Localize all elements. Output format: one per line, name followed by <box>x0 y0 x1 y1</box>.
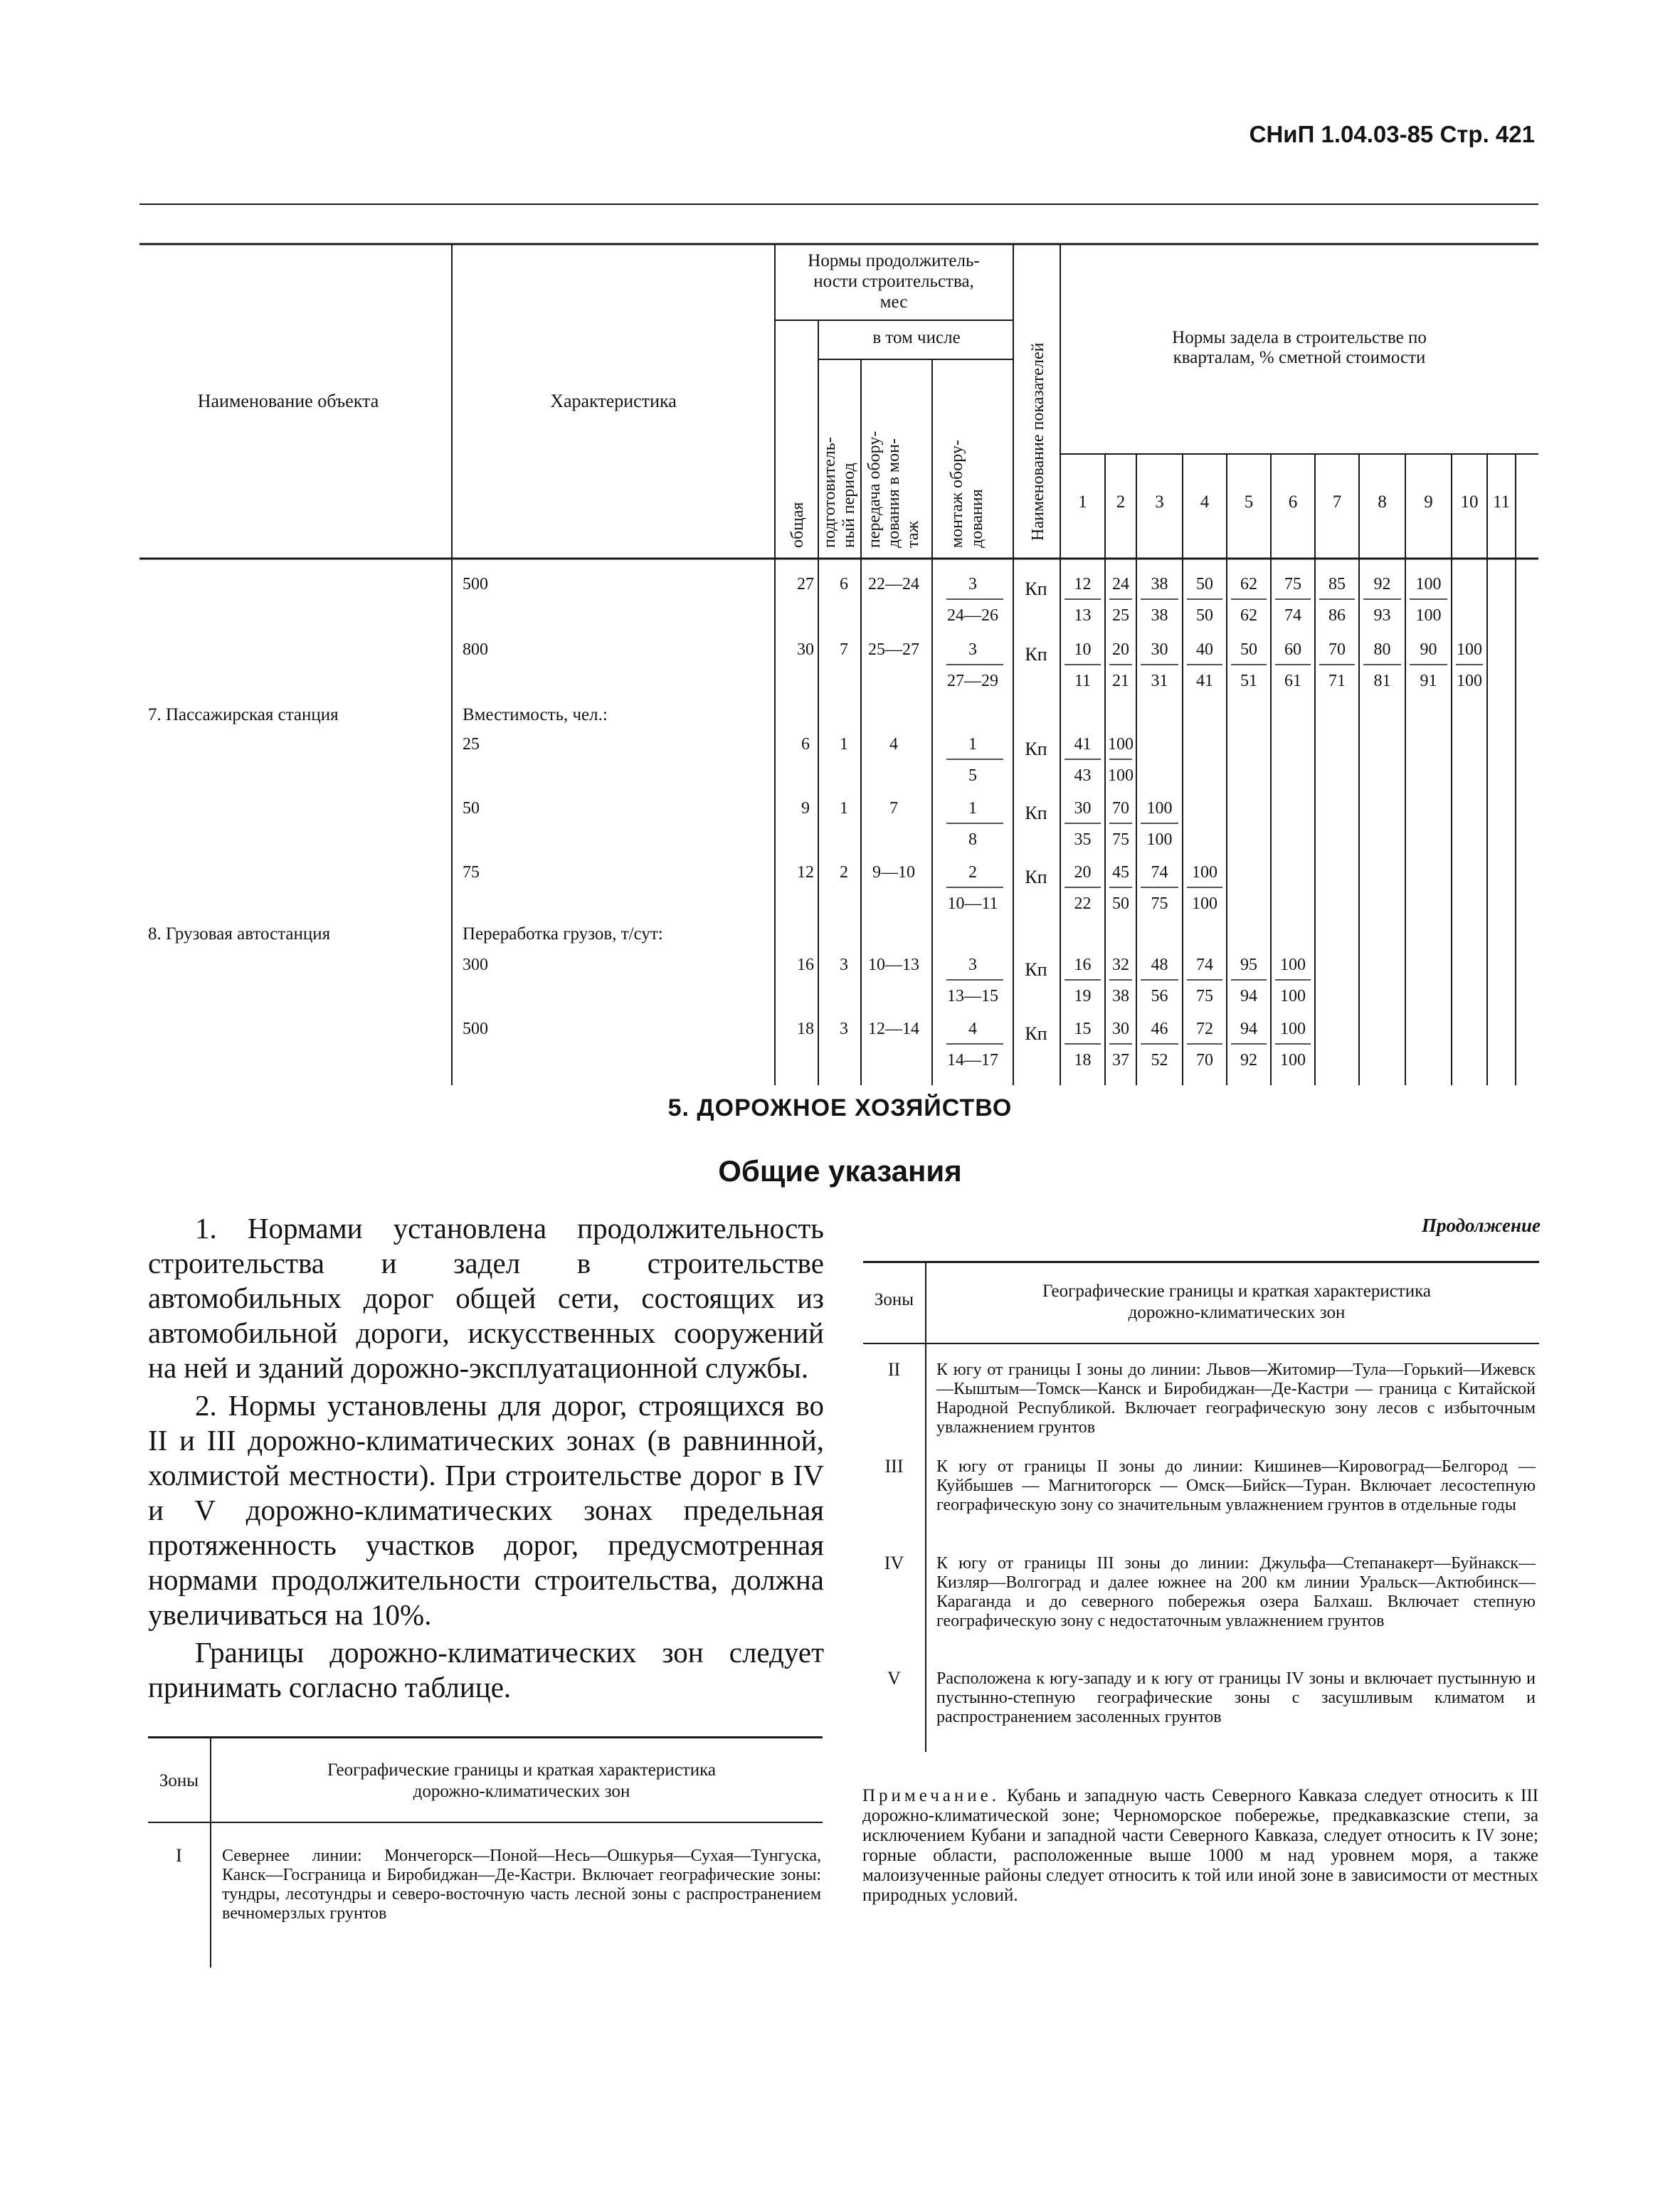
group-label-8: 8. Грузовая автостанция <box>148 924 331 944</box>
row-total: 27 <box>797 575 814 593</box>
row-characteristic: 800 <box>463 640 488 659</box>
zadel-value-bottom: 11 <box>1074 672 1092 690</box>
col-header-mount-1: монтаж обору- <box>948 440 966 548</box>
col-header-prep-2: ный период <box>840 463 858 548</box>
row-mount-bottom: 8 <box>968 830 977 849</box>
zadel-value-bottom: 75 <box>1196 987 1213 1005</box>
row-characteristic: 500 <box>463 575 488 593</box>
row-mount-bottom: 13—15 <box>947 987 998 1005</box>
zadel-value-bottom: 25 <box>1112 606 1129 625</box>
zadel-value-top: 60 <box>1284 640 1301 659</box>
zadel-value-bottom: 100 <box>1280 987 1306 1005</box>
zone-number: III <box>884 1456 904 1477</box>
zadel-value-top: 75 <box>1284 575 1301 593</box>
col-header-indicator: Наименование показателей <box>1029 342 1047 541</box>
zadel-value-top: 50 <box>1196 575 1213 593</box>
row-mount-top: 4 <box>968 1020 977 1038</box>
zadel-value-top: 45 <box>1112 863 1129 882</box>
zadel-value-top: 100 <box>1457 640 1482 659</box>
zadel-value-top: 70 <box>1328 640 1346 659</box>
row-indicator: Кп <box>1025 867 1047 887</box>
group-char-8: Переработка грузов, т/сут: <box>463 924 663 944</box>
row-indicator: Кп <box>1025 579 1047 599</box>
zadel-value-top: 32 <box>1112 956 1129 974</box>
row-total: 12 <box>797 863 814 882</box>
zadel-value-top: 94 <box>1240 1020 1257 1038</box>
row-transfer: 4 <box>889 735 898 754</box>
zadel-value-top: 38 <box>1151 575 1168 593</box>
zadel-value-top: 46 <box>1151 1020 1168 1038</box>
zadel-value-bottom: 91 <box>1420 672 1437 690</box>
zone-table-right-col1: Зоны <box>874 1290 914 1309</box>
zadel-value-bottom: 100 <box>1457 672 1482 690</box>
paragraph-2: 2. Нормы установлены для дорог, строящихся во II и III дорожно-климатических зонах (в равнинной, холмистой местности). При строительстве дорог в IV и V дорожно-климатических зонах предельная протяженность участков дорог, предусмотренная нормами продолжительности строительства, должна увеличиваться на 10%. <box>148 1389 824 1631</box>
subsection-title: Общие указания <box>718 1154 962 1188</box>
zadel-value-top: 10 <box>1074 640 1092 659</box>
col-header-mount-2: дования <box>968 489 986 548</box>
zone-table-left-col1: Зоны <box>159 1771 199 1790</box>
quarter-header: 8 <box>1378 492 1387 512</box>
zadel-value-bottom: 31 <box>1151 672 1168 690</box>
quarter-header: 9 <box>1424 492 1433 512</box>
row-mount-bottom: 5 <box>968 766 977 785</box>
zadel-value-bottom: 13 <box>1074 606 1092 625</box>
row-mount-top: 1 <box>968 799 977 818</box>
zone-description: Расположена к югу-западу и к югу от границы IV зоны и включает пустынную и пустынно-степную географические зоны с засушливым климатом и распространением засоленных грунтов <box>936 1669 1536 1726</box>
row-characteristic: 500 <box>463 1020 488 1038</box>
quarter-header: 4 <box>1200 492 1210 512</box>
page-header: СНиП 1.04.03-85 Стр. 421 <box>1249 121 1535 147</box>
zadel-value-top: 100 <box>1192 863 1217 882</box>
row-total: 6 <box>801 735 810 754</box>
note-text: Кубань и западную часть Северного Кавказа следует относить к III дорожно-климатической зоне; Черноморское побережье, предкавказские степи, за исключением Кубани и западной части Северного Кавказа, следует относить к IV зоне; горные области, расположенные выше 1000 м над уровнем моря, а также малоизученные районы следует относить к той или иной зоне в зависимости от местных природных условий. <box>862 1786 1538 1905</box>
zadel-value-top: 90 <box>1420 640 1437 659</box>
zone-number: II <box>887 1359 901 1380</box>
zadel-value-top: 85 <box>1328 575 1346 593</box>
zadel-value-top: 74 <box>1151 863 1168 882</box>
zadel-value-top: 24 <box>1112 575 1129 593</box>
zadel-value-bottom: 56 <box>1151 987 1168 1005</box>
zone-number: I <box>176 1845 182 1866</box>
col-header-norms-2: ности строительства, <box>813 272 974 291</box>
zone-description: К югу от границы I зоны до линии: Львов—Житомир—Тула—Горький—Ижевск—Кыштым—Томск—Канск и Биробиджан—Де-Кастри — граница с Китайской Народной Республикой. Включает географическую зону лесов с избыточным увлажнением грунтов <box>936 1361 1536 1437</box>
paragraph-1: 1. Нормами установлена продолжительность строительства и задел в строительстве автомобильных дорог общей сети, состоящих из автомобильной дороги, искусственных сооружений на ней и зданий дорожно-эксплуатационной службы. <box>148 1212 824 1384</box>
note-label: Примечание. <box>862 1786 1000 1805</box>
zadel-value-top: 100 <box>1280 956 1306 974</box>
zadel-value-bottom: 93 <box>1373 606 1391 625</box>
row-total: 30 <box>797 640 814 659</box>
zadel-value-top: 100 <box>1415 575 1442 593</box>
norms-table <box>0 0 1680 1089</box>
zone-table-left-col2-2: дорожно-климатических зон <box>413 1782 630 1801</box>
row-total: 9 <box>801 799 810 818</box>
row-indicator: Кп <box>1025 644 1047 665</box>
row-transfer: 9—10 <box>872 863 915 882</box>
zadel-value-top: 70 <box>1112 799 1129 818</box>
zadel-value-bottom: 61 <box>1284 672 1301 690</box>
row-mount-bottom: 24—26 <box>947 606 998 625</box>
quarter-header: 11 <box>1492 492 1511 512</box>
zadel-value-bottom: 51 <box>1240 672 1257 690</box>
zone-table-left-col2-1: Географические границы и краткая характеристика <box>327 1760 716 1780</box>
zadel-value-bottom: 52 <box>1151 1051 1168 1070</box>
zadel-value-bottom: 100 <box>1415 606 1442 625</box>
zadel-value-bottom: 75 <box>1112 830 1129 849</box>
row-mount-bottom: 27—29 <box>947 672 998 690</box>
row-indicator: Кп <box>1025 959 1047 980</box>
zadel-value-top: 80 <box>1373 640 1391 659</box>
zadel-value-top: 100 <box>1146 799 1173 818</box>
zadel-value-bottom: 22 <box>1074 894 1092 913</box>
zadel-value-bottom: 21 <box>1112 672 1129 690</box>
zadel-value-top: 12 <box>1074 575 1092 593</box>
quarter-header: 1 <box>1078 492 1087 512</box>
row-characteristic: 25 <box>463 735 480 754</box>
col-header-transfer-1: передача обору- <box>865 431 884 548</box>
zadel-value-bottom: 62 <box>1240 606 1257 625</box>
zadel-value-top: 100 <box>1280 1020 1306 1038</box>
quarter-header: 3 <box>1155 492 1164 512</box>
zone-description: Севернее линии: Мончегорск—Поной—Несь—Ошкурья—Сухая—Тунгуска, Канск—Госграница и Биробиджан—Де-Кастри. Включает географические зоны: тундры, лесотундры и северо-восточную часть лесной зоны с распространением вечномерзлых грунтов <box>222 1847 821 1923</box>
row-indicator: Кп <box>1025 803 1047 823</box>
quarter-header: 2 <box>1116 492 1126 512</box>
row-transfer: 22—24 <box>868 575 919 593</box>
zadel-value-top: 92 <box>1373 575 1391 593</box>
zone-description: К югу от границы III зоны до линии: Джульфа—Степанакерт—Буйнакск—Кизляр—Волгоград и далее южнее на 200 км линии Уральск—Актюбинск—Караганда и до северного побережья озера Балхаш. Включает степную географическую зону с недостаточным увлажнением грунтов <box>936 1554 1536 1630</box>
quarter-header: 6 <box>1288 492 1298 512</box>
continuation-label: Продолжение <box>1421 1215 1541 1236</box>
zadel-value-top: 74 <box>1196 956 1213 974</box>
col-header-prep-1: подготовитель- <box>820 437 839 548</box>
zadel-value-top: 41 <box>1074 735 1092 754</box>
zadel-value-bottom: 41 <box>1196 672 1213 690</box>
zadel-value-bottom: 100 <box>1146 830 1173 849</box>
zadel-value-top: 95 <box>1240 956 1257 974</box>
zadel-value-bottom: 100 <box>1280 1051 1306 1070</box>
row-mount-top: 2 <box>968 863 977 882</box>
zadel-value-bottom: 74 <box>1284 606 1301 625</box>
zadel-value-bottom: 37 <box>1112 1051 1129 1070</box>
zadel-value-top: 30 <box>1112 1020 1129 1038</box>
paragraph-3: Границы дорожно-климатических зон следует принимать согласно таблице. <box>148 1636 824 1704</box>
zadel-value-top: 30 <box>1151 640 1168 659</box>
zadel-value-bottom: 18 <box>1074 1051 1092 1070</box>
row-prep-period: 7 <box>840 640 848 659</box>
zadel-value-bottom: 94 <box>1240 987 1257 1005</box>
zadel-value-bottom: 38 <box>1112 987 1129 1005</box>
row-indicator: Кп <box>1025 739 1047 759</box>
row-prep-period: 2 <box>840 863 848 882</box>
row-indicator: Кп <box>1025 1023 1047 1044</box>
quarter-header: 7 <box>1332 492 1342 512</box>
zadel-value-top: 40 <box>1196 640 1213 659</box>
row-mount-top: 1 <box>968 735 977 754</box>
zadel-value-bottom: 50 <box>1112 894 1129 913</box>
row-transfer: 12—14 <box>868 1020 919 1038</box>
row-transfer: 7 <box>889 799 898 818</box>
zadel-value-bottom: 86 <box>1328 606 1346 625</box>
row-characteristic: 50 <box>463 799 480 818</box>
zone-number: IV <box>884 1553 904 1573</box>
zadel-value-top: 50 <box>1240 640 1257 659</box>
zadel-value-bottom: 35 <box>1074 830 1092 849</box>
col-header-norms-1: Нормы продолжитель- <box>808 251 980 270</box>
zone-table-right-col2-2: дорожно-климатических зон <box>1128 1303 1346 1322</box>
row-characteristic: 75 <box>463 863 480 882</box>
zadel-value-bottom: 100 <box>1108 766 1134 785</box>
row-prep-period: 3 <box>840 956 848 974</box>
zadel-value-top: 20 <box>1112 640 1129 659</box>
row-prep-period: 1 <box>840 735 848 754</box>
zadel-value-top: 62 <box>1240 575 1257 593</box>
zadel-value-bottom: 19 <box>1074 987 1092 1005</box>
zadel-value-top: 30 <box>1074 799 1092 818</box>
zadel-value-bottom: 50 <box>1196 606 1213 625</box>
zadel-value-top: 20 <box>1074 863 1092 882</box>
row-total: 16 <box>797 956 814 974</box>
zadel-value-top: 15 <box>1074 1020 1092 1038</box>
zone-number: V <box>887 1668 901 1689</box>
row-prep-period: 3 <box>840 1020 848 1038</box>
col-header-total: общая <box>788 502 807 548</box>
row-prep-period: 1 <box>840 799 848 818</box>
row-mount-top: 3 <box>968 956 977 974</box>
col-header-norms-3: мес <box>879 292 908 312</box>
zadel-value-bottom: 71 <box>1328 672 1346 690</box>
col-header-zadel-2: кварталам, % сметной стоимости <box>1173 348 1426 367</box>
group-label-7: 7. Пассажирская станция <box>148 705 339 724</box>
row-prep-period: 6 <box>840 575 848 593</box>
row-transfer: 25—27 <box>868 640 919 659</box>
section-title: 5. ДОРОЖНОЕ ХОЗЯЙСТВО <box>667 1094 1013 1121</box>
zadel-value-bottom: 38 <box>1151 606 1168 625</box>
zone-description: К югу от границы II зоны до линии: Кишинев—Кировоград—Белгород — Куйбышев — Магнитогорск — Омск—Бийск—Туран. Включает лесостепную географическую зону со значительным увлажнением грунтов в отдельные годы <box>936 1457 1536 1514</box>
col-header-name: Наименование объекта <box>197 391 379 411</box>
row-mount-top: 3 <box>968 640 977 659</box>
col-header-transfer-2: дования в мон- <box>884 438 903 548</box>
quarter-header: 10 <box>1460 492 1479 512</box>
zadel-value-bottom: 100 <box>1192 894 1217 913</box>
zadel-value-top: 72 <box>1196 1020 1213 1038</box>
col-header-zadel-1: Нормы задела в строительстве по <box>1172 328 1427 347</box>
zadel-value-top: 48 <box>1151 956 1168 974</box>
zadel-value-bottom: 75 <box>1151 894 1168 913</box>
row-mount-top: 3 <box>968 575 977 593</box>
zadel-value-bottom: 43 <box>1074 766 1092 785</box>
note <box>862 1786 1538 1906</box>
row-mount-bottom: 14—17 <box>947 1051 998 1070</box>
row-mount-bottom: 10—11 <box>947 894 998 913</box>
zadel-value-top: 16 <box>1074 956 1092 974</box>
col-header-char: Характеристика <box>550 391 677 411</box>
zadel-value-top: 100 <box>1108 735 1134 754</box>
zadel-value-bottom: 70 <box>1196 1051 1213 1070</box>
row-transfer: 10—13 <box>868 956 919 974</box>
col-header-transfer-3: таж <box>904 520 922 548</box>
row-total: 18 <box>797 1020 814 1038</box>
col-header-incl: в том числе <box>872 328 961 347</box>
row-characteristic: 300 <box>463 956 488 974</box>
general-instructions <box>148 1211 824 1708</box>
quarter-header: 5 <box>1244 492 1254 512</box>
group-char-7: Вместимость, чел.: <box>463 705 608 724</box>
zone-table-right-col2-1: Географические границы и краткая характеристика <box>1042 1282 1431 1301</box>
zadel-value-bottom: 92 <box>1240 1051 1257 1070</box>
zadel-value-bottom: 81 <box>1373 672 1391 690</box>
